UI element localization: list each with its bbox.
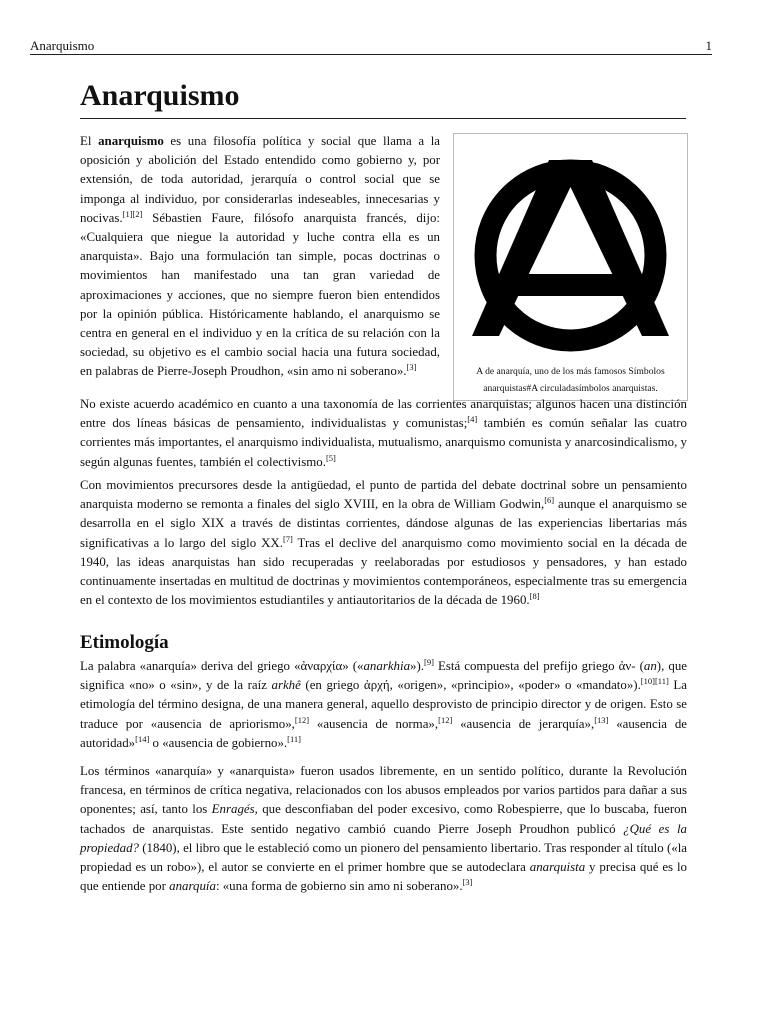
paragraph-taxonomy: No existe acuerdo académico en cuanto a una taxonomía de las corrientes anarquistas; algunos hacen una distinción entre dos líneas básicas de pensamiento, individualistas y comunistas;[4] también es común señalar las cuatro corrientes más importantes, el anarquismo individualista, mutualismo, anarquismo comunista y anarcosindicalismo, y según algunas fuentes, también el colectivismo.[5] [80, 397, 687, 469]
intro-paragraph: El anarquismo es una filosofía política y social que llama a la oposición y abolición del Estado entendido como gobierno y, por extensión, de toda autoridad, jerarquía o control social que se imponga al individuo, por considerarlas indeseables, innecesarias y nocivas.[1][2] Sébastien Faure, filósofo anarquista francés, dijo: «Cualquiera que niegue la autoridad y luche contra ella es un anarquista». Bajo una formulación tan simple, pocas doctrinas o movimientos han manifestado una tan gran variedad de aproximaciones y acciones, que no siempre fueron bien entendidos por la opinión pública. Históricamente hablando, el anarquismo se centra en general en el individuo y en la crítica de su relación con la sociedad, su objetivo es el cambio social hacia una futura sociedad, en palabras de Pierre-Joseph Proudhon, «sin amo ni soberano».[3] [80, 134, 440, 379]
circled-a-icon [461, 158, 680, 353]
paragraph-history: Con movimientos precursores desde la antigüedad, el punto de partida del debate doctrinal sobre un pensamiento anarquista moderno se remonta a finales del siglo XVIII, en la obra de William Godwin,[6] aunque el anarquismo se desarrolla en el siglo XIX a través de distintas corrientes, dándose algunas de las experiencias libertarias más significativas a lo largo del siglo XX.[7] Tras el declive del anarquismo como movimiento social en la década de 1940, las ideas anarquistas han sido recuperadas y reelaboradas por estudiosos y pensadores, y han estado continuamente insertadas en multitud de doctrinas y movimientos contemporáneos, especialmente tras su emergencia en el contexto de los movimientos estudiantiles y antiautoritarios de la década de 1960.[8] [80, 478, 687, 608]
figure-anarchy-symbol [453, 133, 688, 401]
citation[interactable]: [5] [325, 452, 336, 463]
paragraph-etymology: La palabra «anarquía» deriva del griego «ἀναρχία» («anarkhia»).[9] Está compuesta del prefijo griego ἀν- (an), que significa «no» o «sin», y de la raíz arkhê (en griego ἀρχή, «origen», «principio», «poder» o «mandato»).[10][11] La etimología del término designa, de una manera general, aquello desprovisto de principio director y de origen. Esto se traduce por «ausencia de apriorismo»,[12] «ausencia de norma»,[12] «ausencia de jerarquía»,[13] «ausencia de autoridad»[14] o «ausencia de gobierno».[11] [80, 657, 687, 750]
section-heading-etimologia: Etimología [80, 632, 169, 653]
citation[interactable]: [12] [438, 714, 453, 725]
citation[interactable]: [1][2] [122, 208, 143, 219]
figure-caption: A de anarquía, uno de los más famosos Símbolos anarquistas#A circuladasímbolos anarquistas. [476, 366, 665, 394]
citation[interactable]: [4] [467, 414, 478, 425]
citation[interactable]: [9] [424, 657, 434, 667]
running-title: Anarquismo [30, 38, 95, 53]
running-header [30, 37, 712, 55]
paragraph-terms-history: Los términos «anarquía» y «anarquista» fueron usados libremente, en un sentido político, durante la Revolución francesa, en términos de crítica negativa, relacionados con los abusos empleados por varios partidos para dañar a sus oponentes; así, tanto los Enragés, que desconfiaban del poder excesivo, como Robespierre, que lo buscaba, fueron tachados de anarquistas. Este sentido negativo cambió cuando Pierre Joseph Proudhon publicó ¿Qué es la propiedad? (1840), el libro que le estableció como un pionero del pensamiento libertario. Tras responder al título («la propiedad es un robo»), el autor se convierte en el primer hombre que se autodeclara anarquista y precisa qué es lo que entiende por anarquía: «una forma de gobierno sin amo ni soberano».[3] [80, 764, 687, 894]
citation[interactable]: [13] [594, 714, 609, 725]
citation[interactable]: [6] [544, 495, 555, 506]
citation[interactable]: [3] [406, 362, 417, 373]
citation[interactable]: [11] [287, 733, 301, 744]
citation[interactable]: [12] [294, 714, 310, 725]
citation[interactable]: [10][11] [640, 676, 669, 687]
term-anarquismo: anarquismo [98, 134, 164, 148]
citation[interactable]: [8] [529, 591, 540, 602]
page-title: Anarquismo [80, 76, 686, 119]
citation[interactable]: [7] [282, 533, 293, 544]
citation[interactable]: [14] [135, 733, 150, 744]
citation[interactable]: [3] [462, 877, 473, 888]
page-number: 1 [705, 38, 712, 53]
